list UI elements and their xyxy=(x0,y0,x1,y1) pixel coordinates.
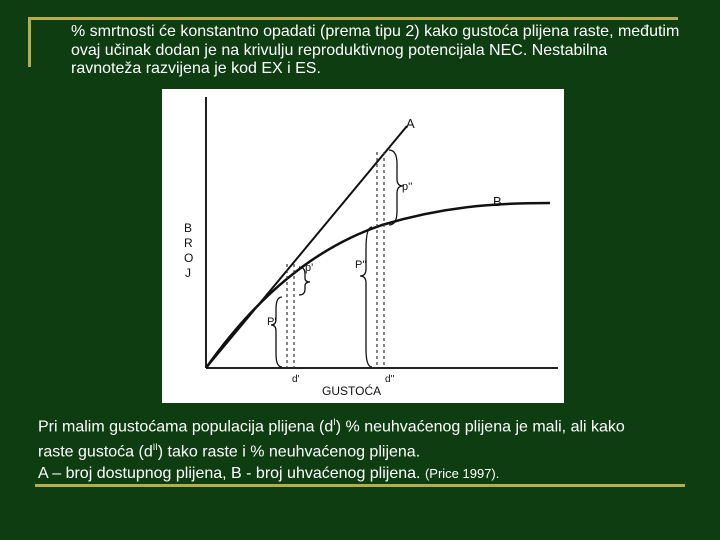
P1-label: P' xyxy=(267,316,277,328)
y-axis-label-1: B xyxy=(184,221,193,235)
caption-line-2 xyxy=(38,437,713,462)
y-axis-label-3: O xyxy=(184,251,194,265)
d2-label: d'' xyxy=(385,374,395,385)
frame-bottom-rule xyxy=(35,484,685,487)
brace-P2 xyxy=(360,227,372,367)
line-a xyxy=(206,126,407,368)
d1-label: d' xyxy=(292,374,300,385)
p2-label: p'' xyxy=(402,181,413,193)
caption-line-2-start: raste gustoća (d xyxy=(38,443,153,461)
caption-line-3-text: A – broj dostupnog plijena, B - broj uhvaćenog plijena. xyxy=(38,464,421,482)
frame-top-rule xyxy=(28,17,678,20)
P2-label: P'' xyxy=(355,259,367,271)
caption-line-1-start: Pri malim gustoćama populacija plijena (d xyxy=(38,418,334,436)
brace-p2 xyxy=(389,150,403,225)
y-axis-label-4: J xyxy=(185,266,191,280)
curve-b-label: B xyxy=(493,194,502,209)
caption-line-1-end: ) % neuhvaćenog plijena je mali, ali kako xyxy=(335,418,625,436)
caption-line-2-end: ) tako raste i % neuhvaćenog plijena. xyxy=(157,443,421,461)
caption-line-2-sup: II xyxy=(152,442,158,453)
caption-source: (Price 1997). xyxy=(424,465,500,481)
p1-label: p' xyxy=(305,262,314,274)
caption-line-1-sup: I xyxy=(333,417,336,427)
caption xyxy=(38,412,713,484)
x-axis-label: GUSTOĆA xyxy=(322,384,382,398)
caption-line-3 xyxy=(38,463,713,484)
curve-a-label: A xyxy=(406,116,415,131)
diagram-figure xyxy=(162,89,564,403)
y-axis-label-2: R xyxy=(184,236,193,250)
brace-P1 xyxy=(271,297,282,367)
caption-line-1 xyxy=(38,412,713,437)
diagram-svg xyxy=(162,89,564,403)
slide-title: % smrtnosti će konstantno opadati (prema tipu 2) kako gustoća plijena raste, međutim ovaj učinak dodan je na krivulju reproduktivnog potencijala NEC. Nestabilna ravnoteža razvijena je kod EX i ES. xyxy=(71,23,680,77)
frame-left-rule xyxy=(28,17,31,67)
curve-b xyxy=(206,203,550,368)
